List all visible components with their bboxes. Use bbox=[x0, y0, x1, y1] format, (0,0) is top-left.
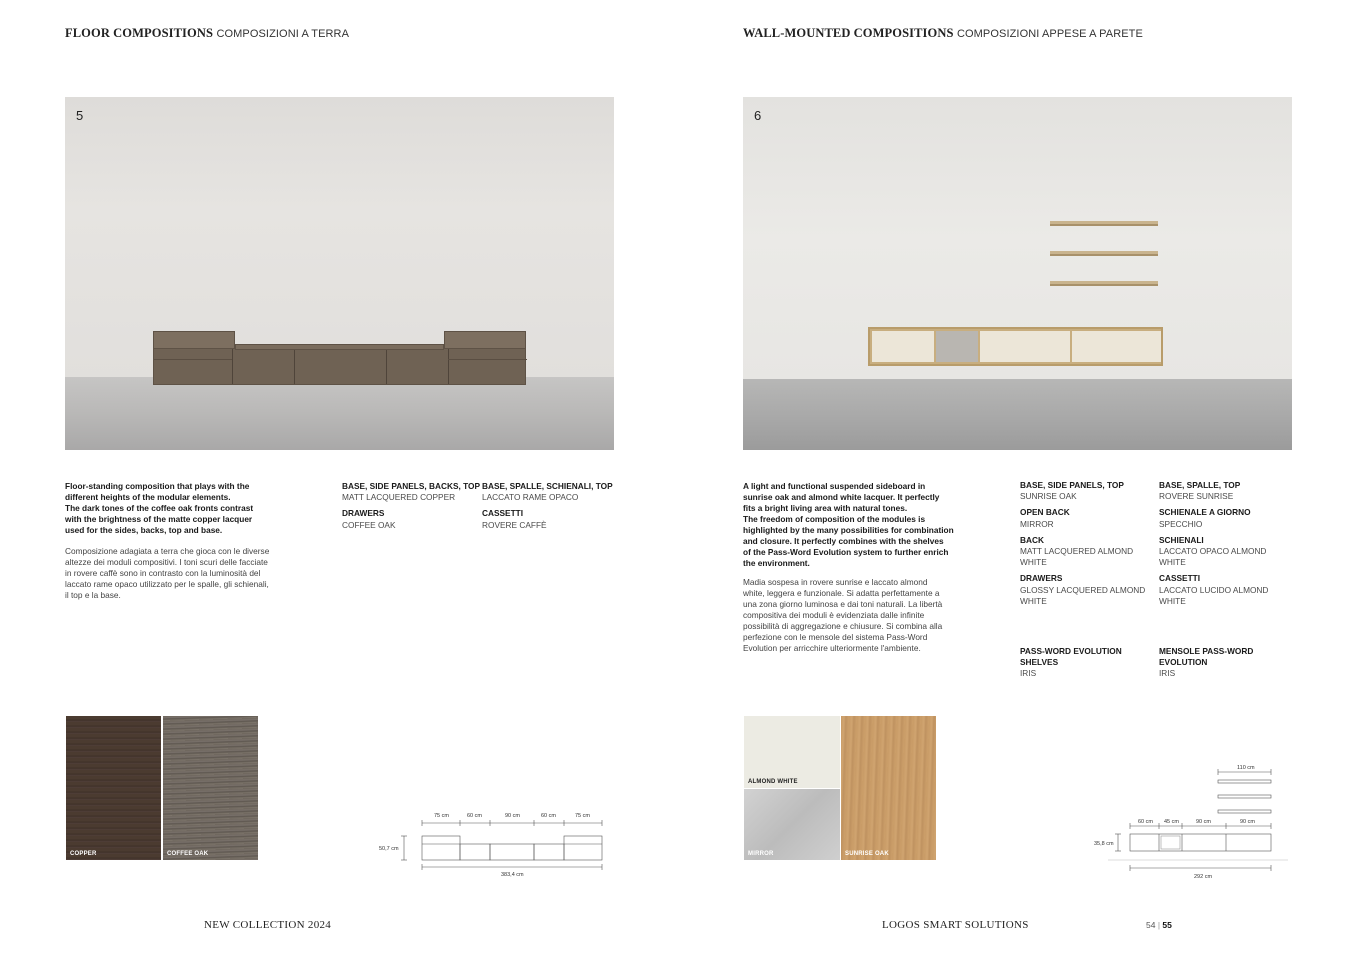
dim-width-4: 60 cm bbox=[541, 813, 556, 819]
left-page-header bbox=[65, 26, 349, 41]
photo-number: 6 bbox=[754, 108, 762, 123]
right-footer: LOGOS SMART SOLUTIONS bbox=[882, 919, 1029, 931]
swatch-coffee-oak: COFFEE OAK bbox=[163, 716, 258, 860]
dim-width-5: 75 cm bbox=[575, 813, 590, 819]
right-page-header bbox=[743, 26, 1143, 41]
wall-composition-drawing bbox=[1088, 760, 1298, 884]
right-specs-it: BASE, SPALLE, TOP ROVERE SUNRISE SCHIENALE A GIORNO SPECCHIO SCHIENALI LACCATO OPACO ALMOND WHITE CASSETTI LACCATO LUCIDO ALMOND WHITE bbox=[1159, 480, 1269, 606]
wall-mounted-composition-photo bbox=[743, 97, 1292, 450]
dim-width-2: 45 cm bbox=[1164, 819, 1179, 825]
photo-number: 5 bbox=[76, 108, 84, 123]
left-footer: NEW COLLECTION 2024 bbox=[204, 919, 332, 931]
left-specs-it: BASE, SPALLE, SCHIENALI, TOP LACCATO RAME OPACO CASSETTI ROVERE CAFFÈ bbox=[482, 481, 613, 530]
right-header-title: WALL-MOUNTED COMPOSITIONS bbox=[743, 26, 954, 40]
page-number-right: 55 bbox=[1162, 920, 1172, 930]
floor-composition-drawing bbox=[370, 805, 620, 880]
dim-width-1: 60 cm bbox=[1138, 819, 1153, 825]
page-number-left: 54 bbox=[1146, 920, 1156, 930]
page-numbers: 54 | 55 bbox=[1146, 920, 1172, 930]
right-page bbox=[678, 0, 1356, 959]
swatch-mirror: MIRROR bbox=[744, 789, 840, 860]
left-specs-en: BASE, SIDE PANELS, BACKS, TOP MATT LACQUERED COPPER DRAWERS COFFEE OAK bbox=[342, 481, 480, 530]
swatch-almond-white: ALMOND WHITE bbox=[744, 716, 840, 788]
dim-width-3: 90 cm bbox=[1196, 819, 1211, 825]
dim-width-2: 60 cm bbox=[467, 813, 482, 819]
right-description-en: A light and functional suspended sideboard in sunrise oak and almond white lacquer. It perfectly fits a bright living area with natural tones. The freedom of composition of the modules is highlighted by the many possibilities for combination and closure. It perfectly combines with the shelves of the Pass-Word Evolution system to further enrich the environment. bbox=[743, 481, 954, 568]
left-header-title: FLOOR COMPOSITIONS bbox=[65, 26, 213, 40]
dim-height: 35,8 cm bbox=[1094, 841, 1114, 847]
left-description-en: Floor-standing composition that plays with the different heights of the modular elements. The dark tones of the coffee oak fronts contrast with the brightness of the matte copper lacquer used for the sides, backs, top and base. bbox=[65, 481, 254, 535]
right-shelves-en: PASS-WORD EVOLUTION SHELVES IRIS bbox=[1020, 646, 1122, 679]
dim-height: 50,7 cm bbox=[379, 846, 399, 852]
right-description-it: Madia sospesa in rovere sunrise e laccato almond white, leggera e funzionale. Si adatta perfettamente a una zona giorno luminosa e dai toni naturali. La libertà compositiva dei moduli è evidenziata dalle infinite possibilità di aggregazione e chiusure. Si combina alla perfezione con le mensole del sistema Pass-Word Evolution per arricchire ulteriormente l'ambiente. bbox=[743, 577, 943, 653]
right-header-subtitle: COMPOSIZIONI APPESE A PARETE bbox=[956, 28, 1143, 40]
floor-composition-photo bbox=[65, 97, 614, 450]
swatch-copper: COPPER bbox=[66, 716, 161, 860]
dim-width-4: 90 cm bbox=[1240, 819, 1255, 825]
right-specs-en: BASE, SIDE PANELS, TOP SUNRISE OAK OPEN BACK MIRROR BACK MATT LACQUERED ALMOND WHITE DRAWERS GLOSSY LACQUERED ALMOND WHITE bbox=[1020, 480, 1146, 606]
dim-width-3: 90 cm bbox=[505, 813, 520, 819]
dim-width-1: 75 cm bbox=[434, 813, 449, 819]
left-header-subtitle: COMPOSIZIONI A TERRA bbox=[216, 28, 350, 40]
dim-total: 383,4 cm bbox=[501, 872, 524, 878]
swatch-sunrise-oak: SUNRISE OAK bbox=[841, 716, 936, 860]
dim-shelf-width: 110 cm bbox=[1237, 765, 1255, 771]
left-description-it: Composizione adagiata a terra che gioca con le diverse altezze dei moduli compositivi. I toni scuri delle facciate in rovere caffè sono in contrasto con la luminosità del laccato rame opaco utilizzato per le spalle, gli schienali, il top e la base. bbox=[65, 546, 270, 600]
dim-total: 292 cm bbox=[1194, 874, 1213, 880]
right-shelves-it: MENSOLE PASS-WORD EVOLUTION IRIS bbox=[1159, 646, 1254, 679]
